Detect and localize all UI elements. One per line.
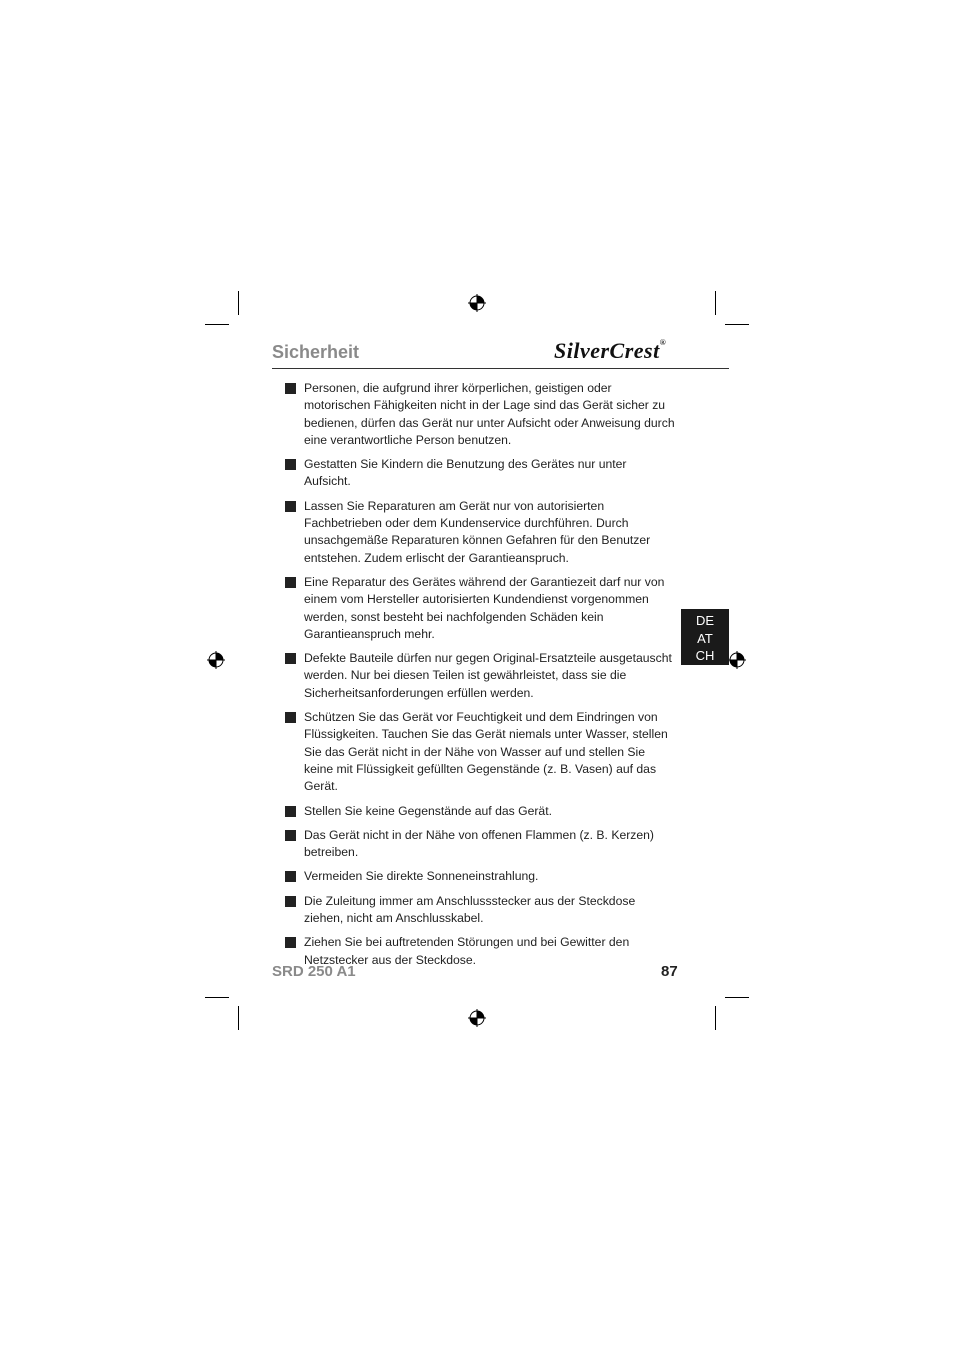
language-code: CH xyxy=(695,648,715,663)
bullet-square-icon xyxy=(285,937,296,948)
bullet-square-icon xyxy=(285,653,296,664)
crop-mark xyxy=(238,1006,239,1030)
language-code: AT xyxy=(697,630,713,646)
crop-mark xyxy=(238,291,239,315)
brand-name: SilverCrest xyxy=(554,338,660,363)
language-tab xyxy=(681,609,729,665)
list-item xyxy=(285,827,675,862)
list-item xyxy=(285,574,675,643)
bullet-square-icon xyxy=(285,459,296,470)
crop-mark xyxy=(725,324,749,325)
list-item-text: Die Zuleitung immer am Anschlussstecker aus der Steckdose ziehen, nicht am Anschlusskabel. xyxy=(304,893,636,926)
bullet-square-icon xyxy=(285,871,296,882)
list-item xyxy=(285,709,675,795)
bullet-square-icon xyxy=(285,806,296,817)
list-item-text: Defekte Bauteile dürfen nur gegen Original-Ersatzteile ausgetauscht werden. Nur bei diesen Teilen ist gewährleistet, dass sie die Sicherheitsanforderungen erfüllen werden. xyxy=(304,651,672,700)
list-item-text: Schützen Sie das Gerät vor Feuchtigkeit und dem Eindringen von Flüssigkeiten. Tauchen Sie das Gerät niemals unter Wasser, stellen Sie das Gerät nicht in der Nähe von Wasser auf und stellen Sie keine mit Flüssigkeit gefüllten Gegenstände (z. B. Vasen) auf das Gerät. xyxy=(304,710,668,794)
registration-mark-icon xyxy=(468,1009,486,1027)
brand-logo xyxy=(554,338,666,364)
list-item-text: Lassen Sie Reparaturen am Gerät nur von autorisierten Fachbetrieben oder dem Kundenservice durchführen. Durch unsachgemäße Reparaturen können Gefahren für den Benutzer entstehen. Zudem erlischt der Garantieanspruch. xyxy=(304,498,651,565)
list-item xyxy=(285,456,675,491)
crop-mark xyxy=(725,997,749,998)
list-item xyxy=(285,803,675,820)
crop-mark xyxy=(715,291,716,315)
list-item xyxy=(285,380,675,449)
bullet-square-icon xyxy=(285,896,296,907)
list-item xyxy=(285,498,675,567)
list-item-text: Stellen Sie keine Gegenstände auf das Gerät. xyxy=(304,803,552,818)
model-number: SRD 250 A1 xyxy=(272,963,356,980)
language-code: DE xyxy=(695,613,715,628)
registration-mark-icon xyxy=(207,651,225,669)
safety-list xyxy=(285,380,675,976)
header-divider xyxy=(272,368,729,369)
list-item xyxy=(285,868,675,885)
brand-registered-mark: ® xyxy=(659,338,667,347)
list-item-text: Vermeiden Sie direkte Sonneneinstrahlung. xyxy=(304,869,539,884)
list-item xyxy=(285,650,675,702)
list-item-text: Eine Reparatur des Gerätes während der Garantiezeit darf nur von einem vom Hersteller autorisierten Kundendienst vorgenommen werden, sonst besteht bei nachfolgenden Schäden kein Garantieanspruch mehr. xyxy=(304,574,665,641)
crop-mark xyxy=(715,1006,716,1030)
list-item-text: Personen, die aufgrund ihrer körperlichen, geistigen oder motorischen Fähigkeiten nicht in der Lage sind das Gerät sicher zu bedienen, dürfen das Gerät nur unter Aufsicht oder Anweisung durch eine verantwortliche Person benutzen. xyxy=(304,381,675,447)
list-item xyxy=(285,893,675,928)
list-item-text: Gestatten Sie Kindern die Benutzung des Gerätes nur unter Aufsicht. xyxy=(304,457,627,489)
registration-mark-icon xyxy=(468,294,486,312)
bullet-square-icon xyxy=(285,383,296,394)
crop-mark xyxy=(205,997,229,998)
crop-mark xyxy=(205,324,229,325)
page-title: Sicherheit xyxy=(272,342,360,362)
page-number: 87 xyxy=(661,963,678,980)
registration-mark-icon xyxy=(728,651,746,669)
bullet-square-icon xyxy=(285,501,296,512)
list-item-text: Ziehen Sie bei auftretenden Störungen und bei Gewitter den Netzstecker aus der Steckdose. xyxy=(304,935,630,967)
list-item-text: Das Gerät nicht in der Nähe von offenen Flammen (z. B. Kerzen) betreiben. xyxy=(304,827,654,860)
bullet-square-icon xyxy=(285,577,296,588)
bullet-square-icon xyxy=(285,712,296,723)
bullet-square-icon xyxy=(285,830,296,841)
